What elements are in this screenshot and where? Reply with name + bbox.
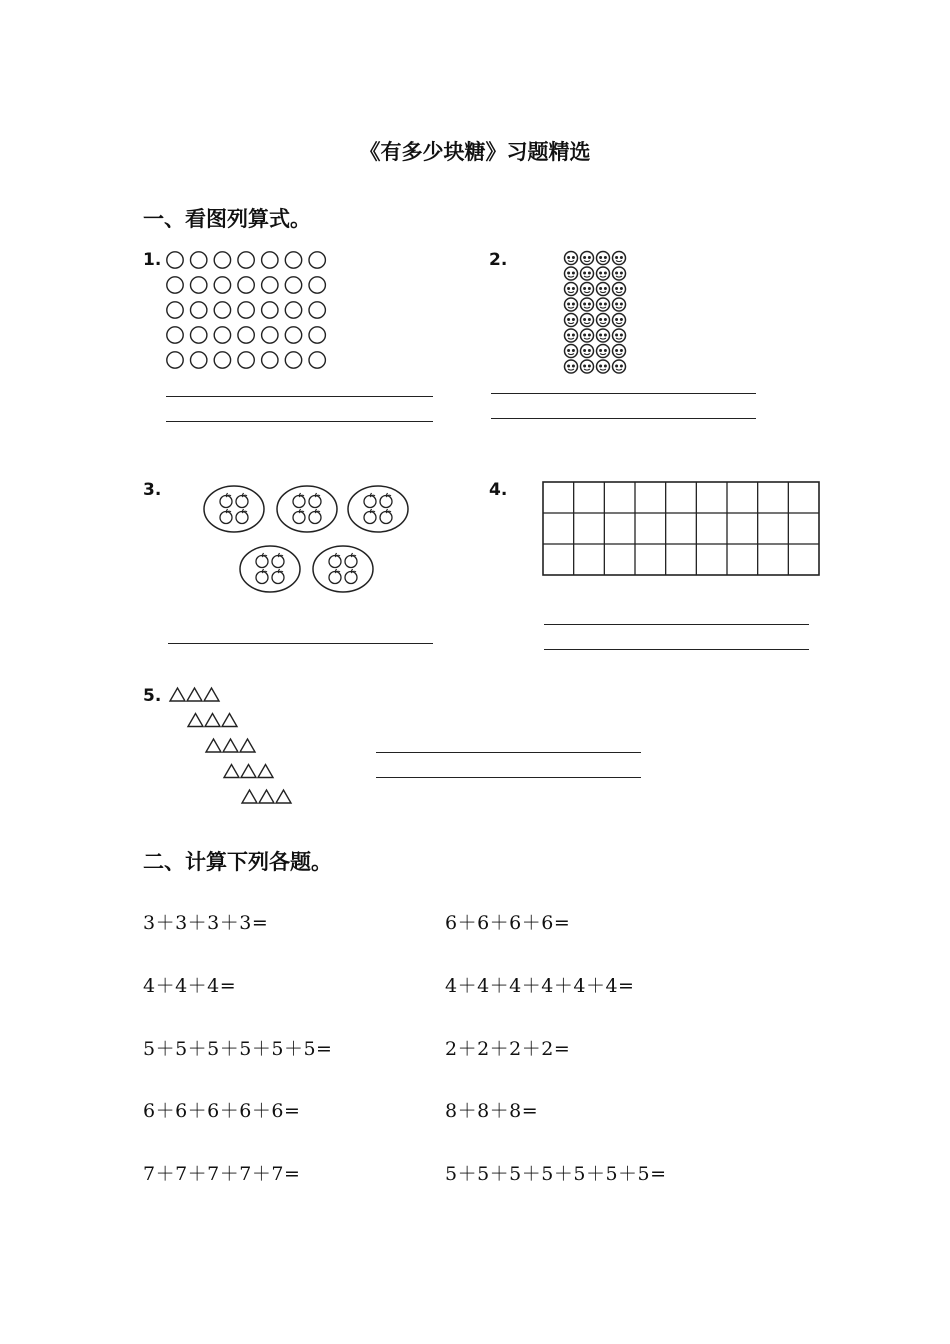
calc-problem: 2＋2＋2＋2= xyxy=(445,1038,571,1060)
calc-problem: 5＋5＋5＋5＋5＋5= xyxy=(143,1038,333,1060)
triangle-icon xyxy=(223,739,238,752)
triangle-icon xyxy=(224,765,239,778)
calc-problem: 5＋5＋5＋5＋5＋5＋5= xyxy=(445,1163,667,1185)
triangle-icon xyxy=(205,714,220,727)
calc-problem: 6＋6＋6＋6= xyxy=(445,912,571,934)
triangle-icon xyxy=(206,739,221,752)
triangle-icon xyxy=(188,714,203,727)
calc-problem: 7＋7＋7＋7＋7= xyxy=(143,1163,301,1185)
calc-problem: 4＋4＋4= xyxy=(143,975,237,997)
triangle-icon xyxy=(259,790,274,803)
question-number-2: 2. xyxy=(489,250,508,270)
question-number-3: 3. xyxy=(143,480,162,500)
calc-problem: 4＋4＋4＋4＋4＋4= xyxy=(445,975,635,997)
triangle-icon xyxy=(187,688,202,701)
triangle-icon xyxy=(204,688,219,701)
section-heading-2: 二、计算下列各题。 xyxy=(143,850,332,874)
section-heading-1: 一、看图列算式。 xyxy=(143,207,311,231)
page-title: 《有多少块糖》习题精选 xyxy=(359,140,591,164)
question-number-5: 5. xyxy=(143,686,162,706)
triangle-icon xyxy=(240,739,255,752)
question-number-1: 1. xyxy=(143,250,162,270)
triangle-icon xyxy=(258,765,273,778)
calc-problem: 6＋6＋6＋6＋6= xyxy=(143,1100,301,1122)
triangle-icon xyxy=(276,790,291,803)
answer-line[interactable] xyxy=(376,752,641,753)
answer-line[interactable] xyxy=(376,777,641,778)
triangle-icon xyxy=(241,765,256,778)
calc-problem: 3＋3＋3＋3= xyxy=(143,912,269,934)
triangle-icon xyxy=(222,714,237,727)
triangle-icon xyxy=(170,688,185,701)
triangle-icon xyxy=(242,790,257,803)
question-number-4: 4. xyxy=(489,480,508,500)
calc-problem: 8＋8＋8= xyxy=(445,1100,539,1122)
